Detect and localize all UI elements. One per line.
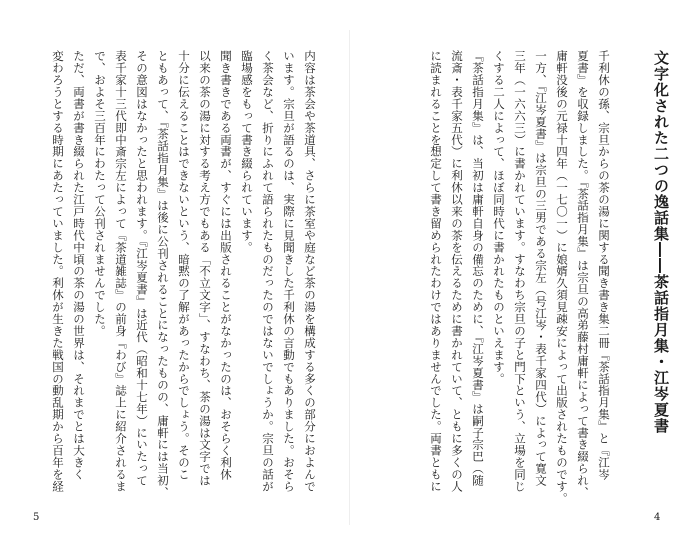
gutter xyxy=(349,30,350,525)
text-column: ともあって、『茶話指月集』は後に公刊されることになったものの、庸軒には当初、 xyxy=(156,50,170,499)
left-page-body xyxy=(47,50,320,505)
text-column: 以来の茶の湯に対する考え方でもある「不立文字」、すなわち、茶の湯は文字では xyxy=(198,50,212,487)
text-column: 内容は茶会や茶道具、さらに茶室や庭など茶の湯を構成する多くの部分におよんで xyxy=(303,50,317,493)
text-column: 庸軒没後の元禄十四年（一七〇一）に娘婿久須見疎安によって出版されたものです。 xyxy=(555,50,569,505)
section-heading: 文字化された二つの逸話集――茶話指月集・江岑夏書 xyxy=(652,50,670,434)
text-column: 『茶話指月集』は、当初は庸軒自身の備忘のために、『江岑夏書』は嗣子宗巴（随 xyxy=(471,50,485,487)
text-column: 十分に伝えることはできないという、暗黙の了解があったからでしょう。そのこ xyxy=(177,50,191,481)
text-column: 一方、『江岑夏書』は宗旦の三男である宗左（号江岑・表千家四代）によって寛文 xyxy=(534,50,548,487)
page-number-right: 4 xyxy=(654,512,661,523)
text-column: 夏書』を収録しました。『茶話指月集』は宗旦の高弟藤村庸軒によって書き綴られ、 xyxy=(576,50,590,499)
text-column: 変わろうとする時期にあたっていました。利休が生きた戦国の動乱期から百年を経 xyxy=(51,50,65,493)
text-column: 三年（一六六三）に書かれています。すなわち宗旦の子と門下という、立場を同じ xyxy=(513,50,527,493)
text-column: 臨場感をもって書き綴られています。 xyxy=(240,50,254,254)
text-column: くする二人によって、ほぼ同時代に書かれたものといえます。 xyxy=(492,50,506,385)
page-number-left: 5 xyxy=(33,512,40,523)
text-column: その意図はなかったと思われます。『江岑夏書』は近代（昭和十七年）にいたって xyxy=(135,50,149,487)
text-column: で、およそ三百年にわたって公刊されませんでした。 xyxy=(93,50,107,337)
right-page-body xyxy=(425,50,614,505)
text-column: ただ、両書が書き綴られた江戸時代中頃の茶の湯の世界は、それまでとは大きく xyxy=(72,50,86,481)
text-column: 流斎・表千家五代）に利休以来の茶を伝えるために書かれていて、ともに多くの人 xyxy=(450,50,464,493)
text-column: います。宗旦が語るのは、実際に見聞きした千利休の言動でもありました。おそら xyxy=(282,50,296,493)
text-column: 聞き書きである両書が、すぐには出版されることがなかったのは、おそらく利休 xyxy=(219,50,233,481)
text-column: く茶会など、折りにふれて語られたものだったのではないでしょうか。宗旦の話が xyxy=(261,50,275,493)
text-column: 表千家十三代即中斎宗左によって『茶道雑誌』の前身『わび』誌上に紹介されるま xyxy=(114,50,128,493)
text-column: 千利休の孫、宗旦からの茶の湯に関する聞き書き集二冊『茶話指月集』と『江岑 xyxy=(597,50,611,481)
text-column: に読まれることを想定して書き留められたわけではありませんでした。両書ともに xyxy=(429,50,443,493)
